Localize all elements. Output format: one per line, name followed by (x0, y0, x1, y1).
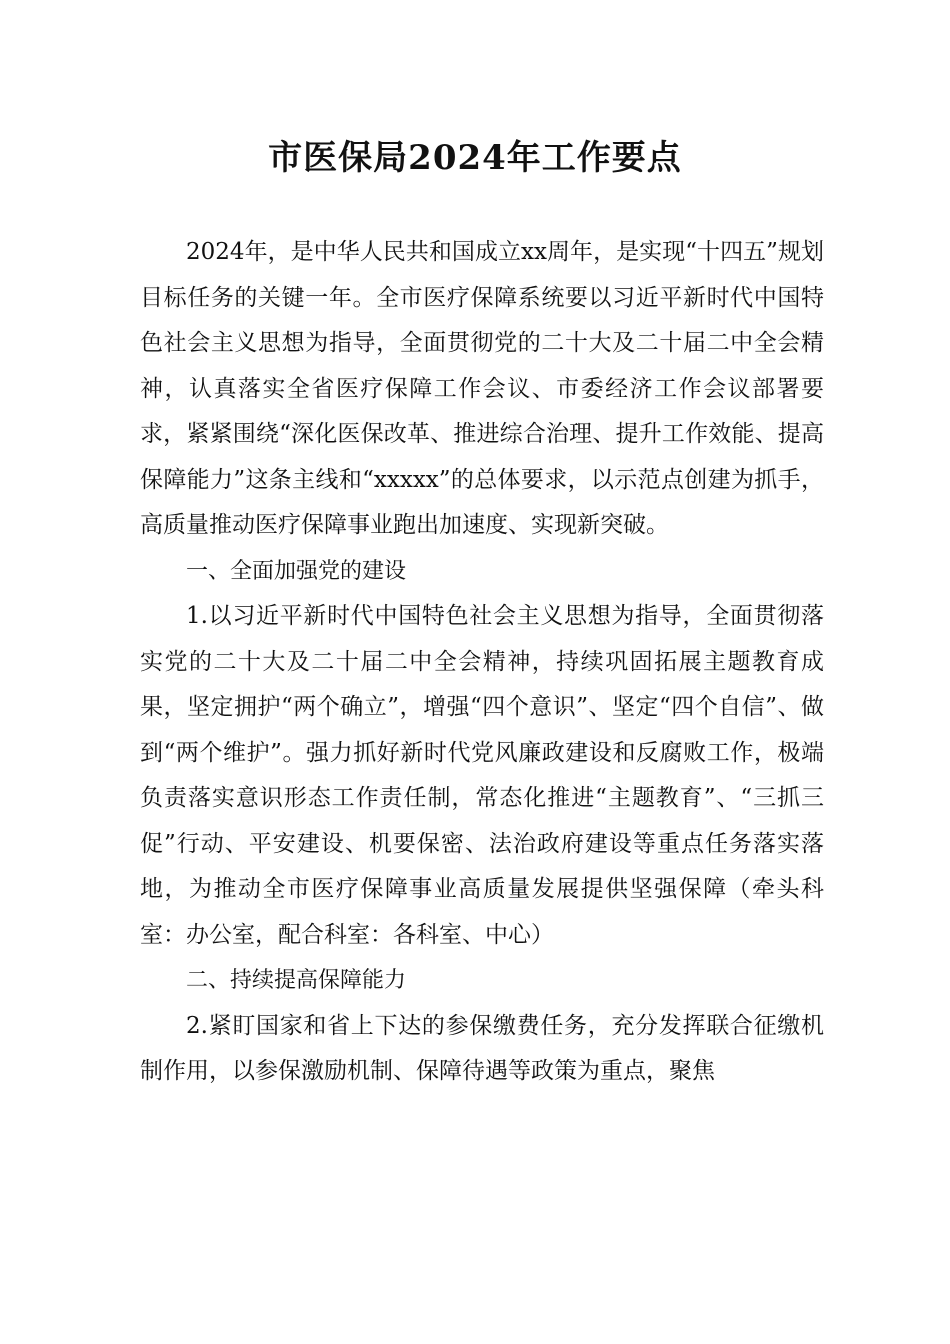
section-heading-1: 一、全面加强党的建设 (186, 558, 407, 584)
section-paragraph-2: 2.紧盯国家和省上下达的参保缴费任务，充分发挥联合征缴机制作用，以参保激励机制、保障待遇等政策为重点，聚焦 (140, 1012, 824, 1084)
section-paragraph-1: 1.以习近平新时代中国特色社会主义思想为指导，全面贯彻落实党的二十大及二十届二中全会精神，持续巩固拓展主题教育成果，坚定拥护“两个确立”，增强“四个意识”、坚定“四个自信”、做到“两个维护”。强力抓好新时代党风廉政建设和反腐败工作，极端负责落实意识形态工作责任制，常态化推进“主题教育”、“三抓三促”行动、平安建设、机要保密、法治政府建设等重点任务落实落地，为推动全市医疗保障事业高质量发展提供坚强保障（牵头科室：办公室，配合科室：各科室、中心） (140, 603, 824, 948)
document-title: 市医保局2024年工作要点 (268, 138, 682, 178)
document-body (140, 230, 824, 1095)
section-heading-2: 二、持续提高保障能力 (186, 968, 407, 993)
intro-paragraph: 2024年，是中华人民共和国成立xx周年，是实现“十四五”规划目标任务的关键一年。全市医疗保障系统要以习近平新时代中国特色社会主义思想为指导，全面贯彻党的二十大及二十届二中全会精神，认真落实全省医疗保障工作会议、市委经济工作会议部署要求，紧紧围绕“深化医保改革、推进综合治理、提升工作效能、提高保障能力”这条主线和“xxxxx”的总体要求，以示范点创建为抓手，高质量推动医疗保障事业跑出加速度、实现新突破。 (140, 239, 824, 538)
